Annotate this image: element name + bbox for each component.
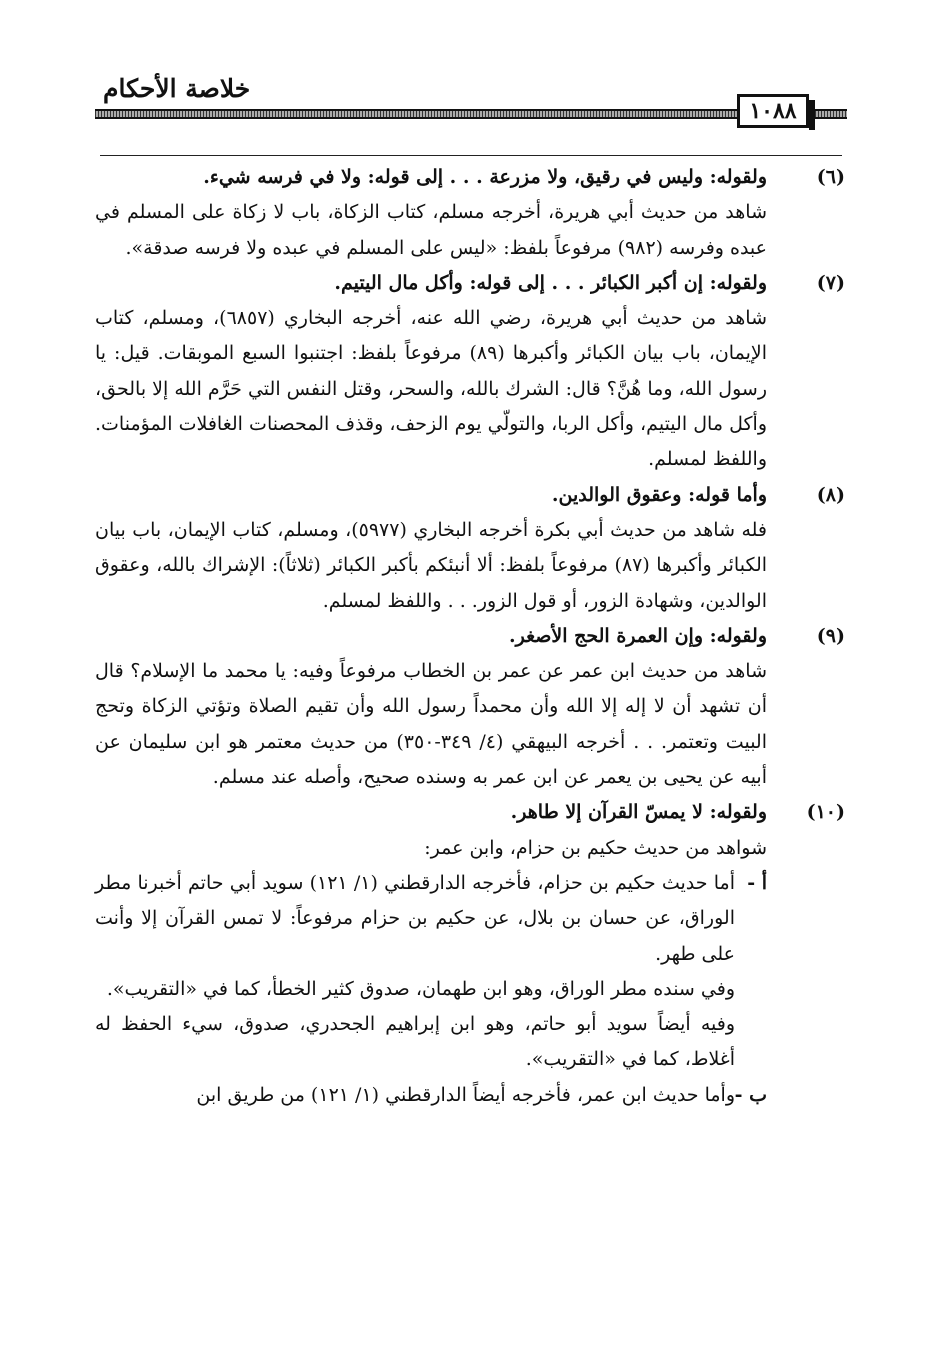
note-heading	[95, 266, 767, 301]
note-heading	[95, 160, 767, 195]
note-item-7	[95, 266, 845, 478]
sub-item-text: وأما حديث ابن عمر، فأخرجه أيضاً الدارقطني (١/ ١٢١) من طريق ابن	[196, 1083, 735, 1106]
note-number: (٦)	[816, 166, 845, 188]
note-intro: شواهد من حديث حكيم بن حزام، وابن عمر:	[424, 836, 767, 859]
sub-item-text: أما حديث حكيم بن حزام، فأخرجه الدارقطني (١/ ١٢١) سويد أبي حاتم أخبرنا مطر الوراق، عن حسان بن بلال، عن حكيم بن حزام مرفوعاً: لا تمس القرآن إلا وأنت على طهر.	[95, 871, 735, 965]
note-paragraph: شاهد من حديث أبي هريرة، رضي الله عنه، أخرجه البخاري (٦٨٥٧)، ومسلم، كتاب الإيمان، باب بيان الكبائر وأكبرها (٨٩) مرفوعاً بلفظ: اجتنبوا السبع الموبقات. قيل: يا رسول الله، وما هُنَّ؟ قال: الشرك بالله، والسحر، وقتل النفس التي حَرَّم الله إلا بالحق، وأكل مال اليتيم، وأكل الربا، والتولّي يوم الزحف، وقذف المحصنات الغافلات المؤمنات. واللفظ لمسلم.	[95, 307, 768, 471]
note-remark: وفي سنده مطر الوراق، وهو ابن طهمان، صدوق كثير الخطأ، كما في «التقريب».	[106, 977, 735, 1000]
note-number: (٩)	[816, 624, 845, 647]
content-top-rule	[100, 155, 842, 156]
note-number: (٧)	[816, 271, 845, 294]
note-heading-text: ولقوله: إن أكبر الكبائر . . . إلى قوله: وأكل مال اليتيم.	[334, 271, 767, 294]
note-number: (٨)	[816, 483, 845, 506]
page-number-box	[737, 94, 809, 128]
note-item-8	[95, 478, 845, 619]
note-heading	[95, 478, 767, 513]
note-item-10	[95, 795, 845, 1113]
note-number: (١٠)	[806, 801, 845, 824]
note-remark: وفيه أيضاً سويد أبو حاتم، وهو ابن إبراهيم الجحدري، صدوق، سيء الحفظ له أغلاط، كما في «التقريب».	[95, 1013, 735, 1071]
note-heading-text: ولقوله: وإن العمرة الحج الأصغر.	[508, 624, 767, 647]
sub-item-b	[95, 1078, 767, 1113]
note-heading-text: وأما قوله: وعقوق الوالدين.	[551, 483, 767, 506]
note-heading-text: ولقوله: لا يمسّ القرآن إلا طاهر.	[510, 801, 767, 824]
note-heading-text: ولقوله: وليس في رقيق، ولا مزرعة . . . إلى قوله: ولا في فرسه شيء.	[203, 166, 767, 188]
note-item-9	[95, 619, 845, 795]
book-title: خلاصة الأحكام	[103, 74, 251, 103]
page-body	[95, 160, 845, 1113]
note-heading	[95, 795, 767, 830]
sub-item-label: أ -	[747, 871, 767, 894]
page-number: ١٠٨٨	[749, 98, 797, 124]
note-paragraph: شاهد من حديث أبي هريرة، أخرجه مسلم، كتاب الزكاة، باب لا زكاة على المسلم في عبده وفرسه (٩٨٢) مرفوعاً بلفظ: «ليس على المسلم في عبده ولا فرسه صدقة».	[95, 201, 767, 259]
note-item-6	[95, 160, 845, 266]
note-heading	[95, 619, 767, 654]
page-header	[95, 66, 847, 128]
note-paragraph: شاهد من حديث ابن عمر عن عمر بن الخطاب مرفوعاً وفيه: يا محمد ما الإسلام؟ قال أن تشهد أن لا إله إلا الله وأن محمداً رسول الله وأن تقيم الصلاة وتؤتي الزكاة وتحج البيت وتعتمر. . . أخرجه البيهقي (٤/ ٣٤٩-٣٥٠) من حديث معتمر هو ابن سليمان عن أبيه عن يحيى بن يعمر عن ابن عمر به وسنده صحيح، وأصله عند مسلم.	[95, 660, 767, 789]
note-paragraph: فله شاهد من حديث أبي بكرة أخرجه البخاري (٥٩٧٧)، ومسلم، كتاب الإيمان، باب بيان الكبائر وأكبرها (٨٧) مرفوعاً بلفظ: ألا أنبئكم بأكبر الكبائر (ثلاثاً): الإشراك بالله، وعقوق الوالدين، وشهادة الزور، أو قول الزور. . . واللفظ لمسلم.	[95, 518, 768, 612]
header-rule	[95, 109, 847, 119]
sub-item-a	[95, 866, 767, 972]
sub-item-label: ب -	[734, 1083, 767, 1106]
